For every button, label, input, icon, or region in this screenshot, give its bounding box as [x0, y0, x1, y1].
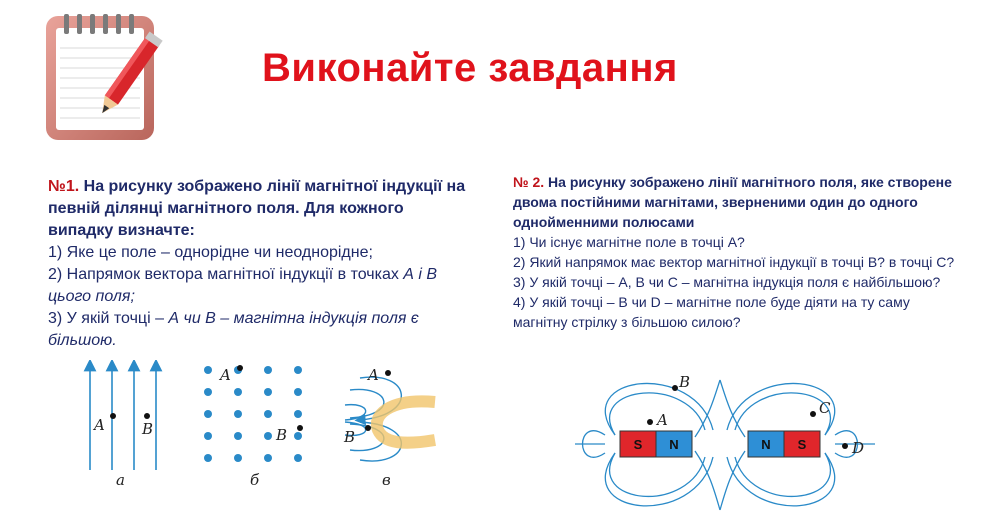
- diagram-b-point-A: A: [220, 366, 231, 384]
- task-2-text: [513, 172, 963, 332]
- task-1-number: №1.: [48, 178, 80, 195]
- figure-1-field-diagrams: [60, 360, 450, 495]
- magnet-point-B: B: [679, 375, 691, 391]
- task-2-question-2: 2) Який напрямок має вектор магнітної індукції в точці В? в точці С?: [513, 254, 955, 270]
- diagram-b-point-B: B: [276, 426, 288, 444]
- diagram-a-point-A: A: [94, 416, 105, 434]
- diagram-c-point-B: B: [344, 428, 356, 446]
- task-2-question-4: 4) У якій точці – В чи D – магнітне поле буде діяти на ту саму магнітну стрілку з більшою силою?: [513, 294, 910, 330]
- magnet-left-pole-N: N: [669, 437, 679, 452]
- task-1-question-2: 2) Напрямок вектора магнітної індукції в точках: [48, 266, 404, 283]
- magnet-point-C: C: [819, 399, 831, 417]
- magnet-left-pole-S: S: [633, 437, 643, 452]
- magnet-right-pole-S: S: [797, 437, 807, 452]
- diagram-c-point-A: A: [368, 366, 379, 384]
- figure-2-two-magnets: [575, 375, 875, 520]
- task-1-question-3: 3) У якій точці –: [48, 310, 169, 327]
- notepad-pencil-icon: [44, 12, 164, 144]
- page-title: Виконайте завдання: [262, 46, 678, 90]
- task-2-number: № 2.: [513, 174, 545, 190]
- magnet-right-pole-N: N: [761, 437, 771, 452]
- diagram-a-point-B: B: [142, 420, 154, 438]
- task-2-intro: На рисунку зображено лінії магнітного поля, яке створене двома постійними магнітами, зверненими один до одного однойменними полюсами: [513, 174, 952, 230]
- task-1-question-2-italic: А і В цього поля;: [48, 266, 438, 305]
- diagram-b-dot-field: [204, 366, 302, 462]
- magnet-point-A: A: [657, 411, 668, 429]
- task-1-intro: На рисунку зображено лінії магнітної індукції на певній ділянці магнітного поля. Для кожного випадку визначте:: [48, 178, 466, 239]
- task-1-question-3-italic: А чи В – магнітна індукція поля є більшою.: [48, 310, 419, 349]
- task-1-text: [48, 176, 468, 352]
- diagram-b-caption: б: [250, 471, 260, 489]
- diagram-c-caption: в: [382, 471, 391, 489]
- diagram-a-caption: а: [116, 471, 125, 489]
- task-1-question-1: 1) Яке це поле – однорідне чи неоднорідне;: [48, 244, 373, 261]
- magnet-point-D: D: [852, 439, 865, 457]
- task-2-question-1: 1) Чи існує магнітне поле в точці А?: [513, 234, 745, 250]
- task-2-question-3: 3) У якій точці – А, В чи С – магнітна індукція поля є найбільшою?: [513, 274, 941, 290]
